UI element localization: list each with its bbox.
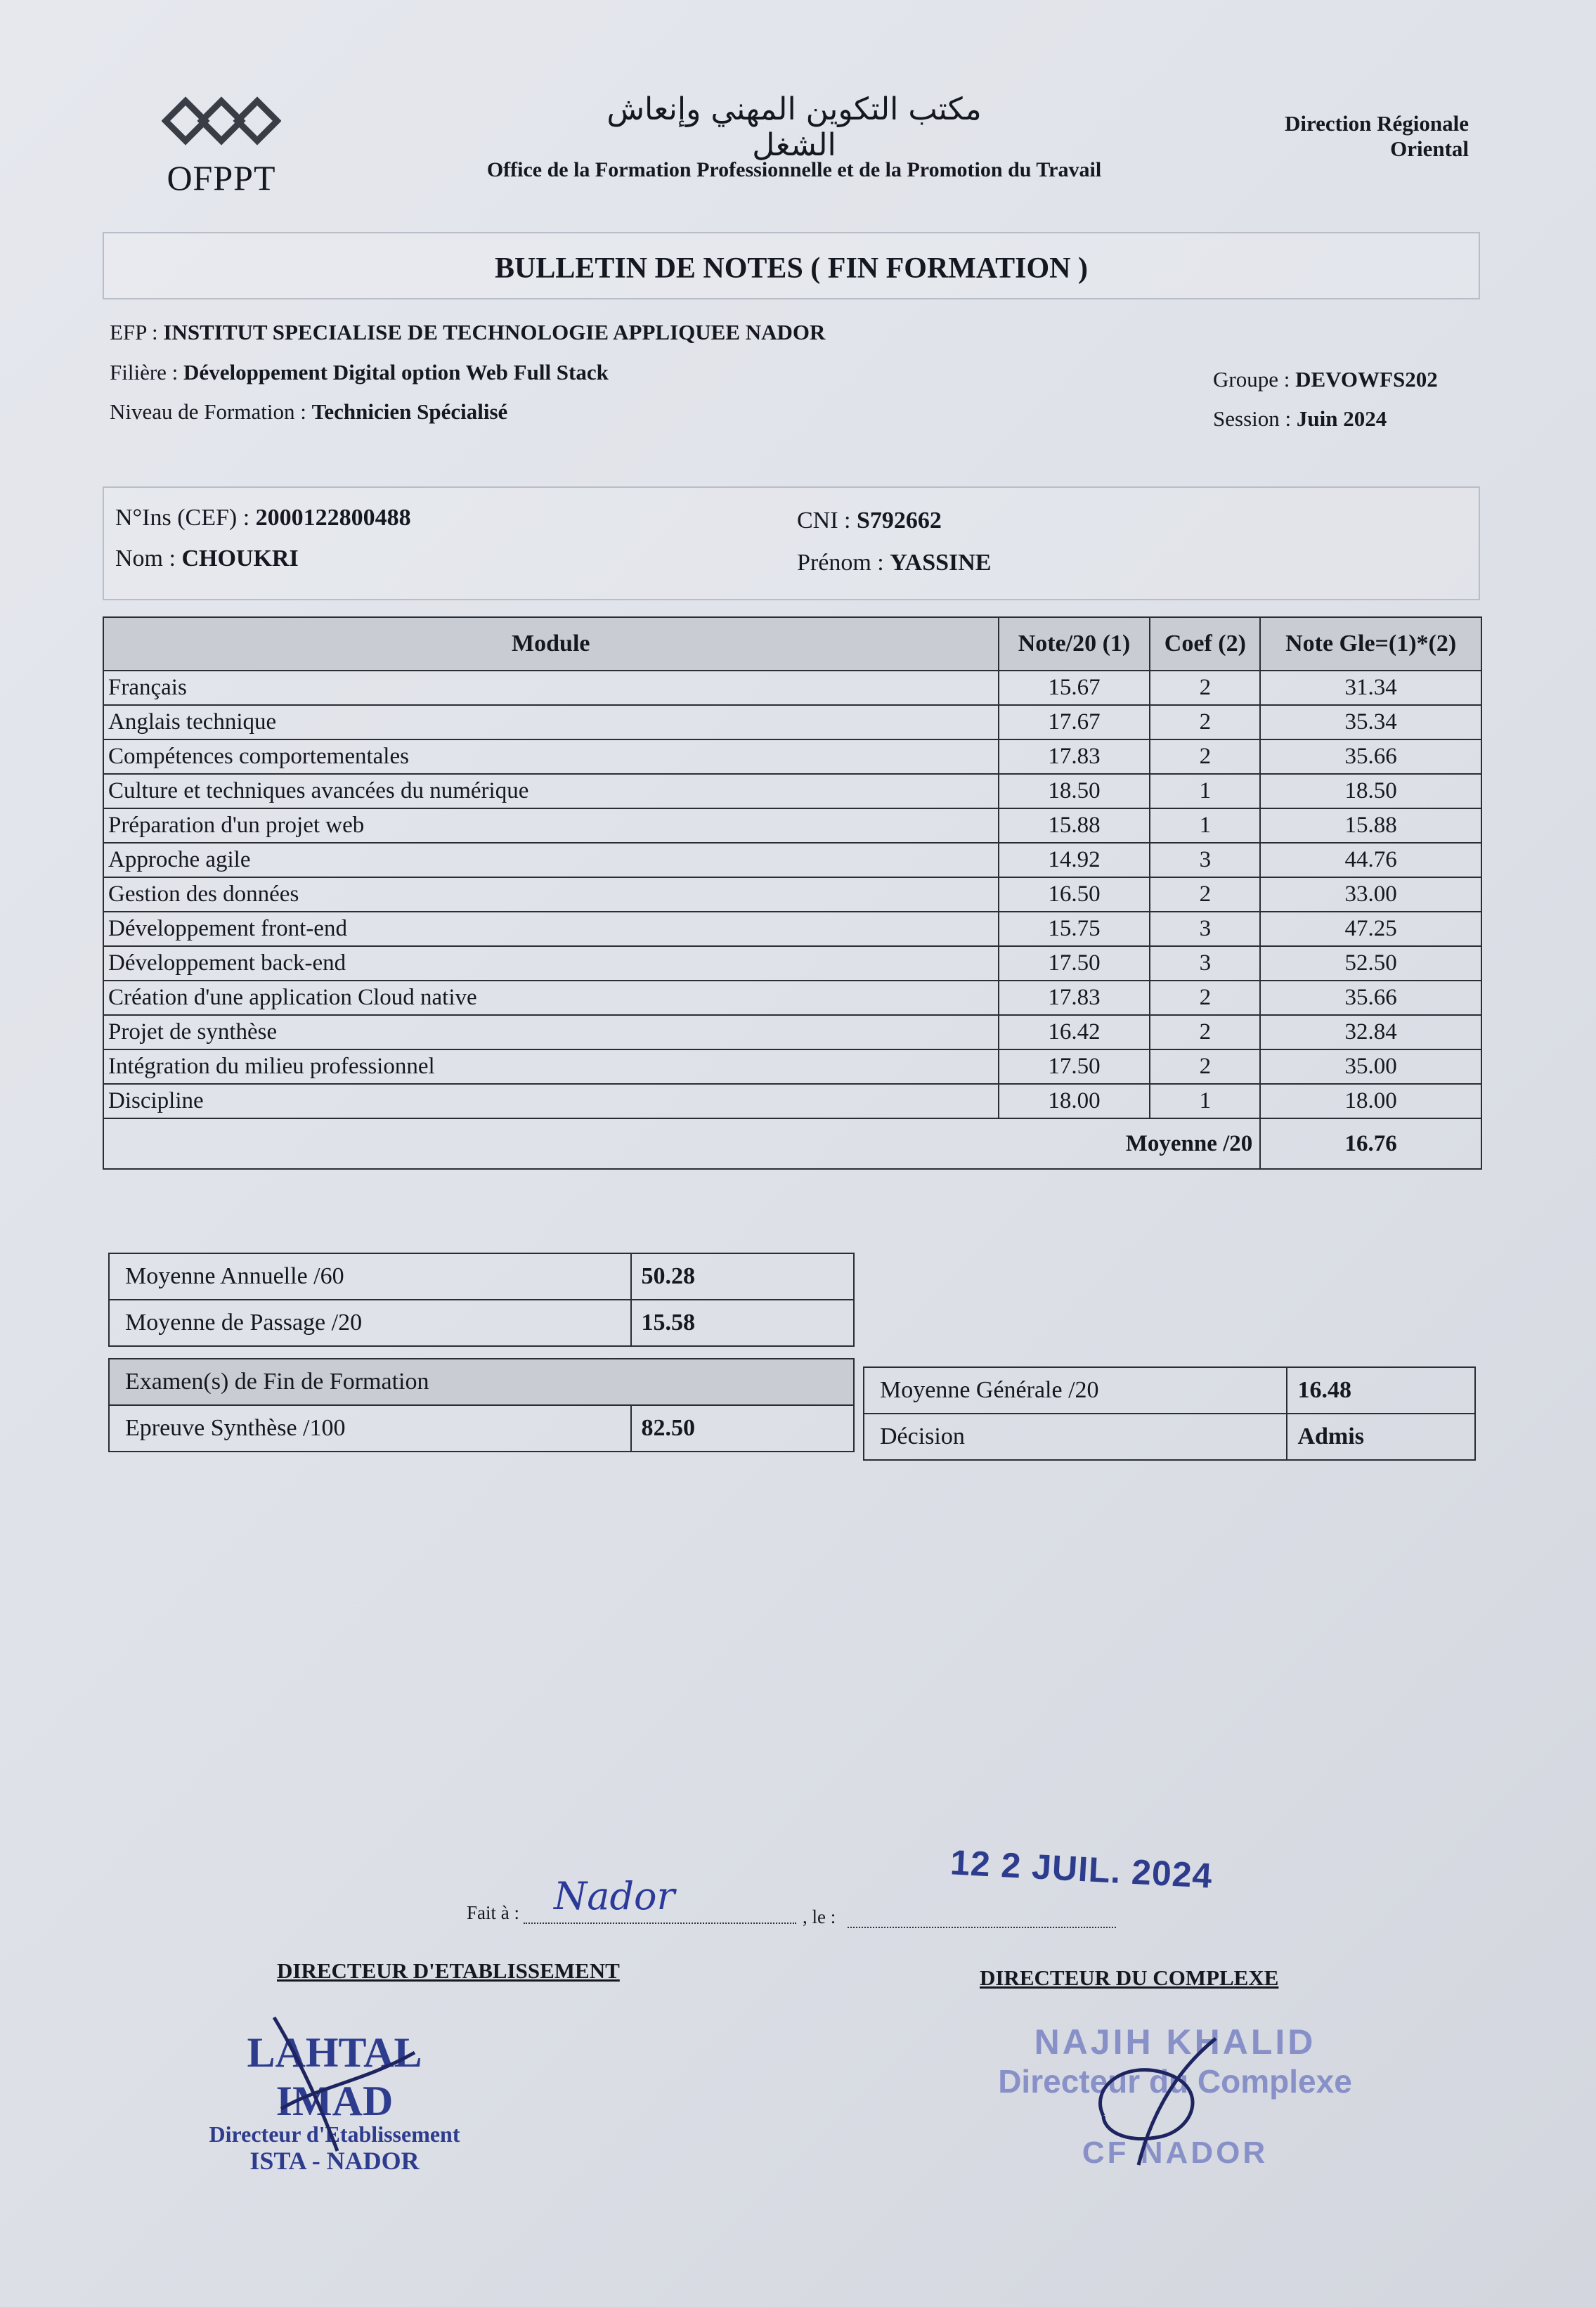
total-cell: 52.50 <box>1260 946 1481 981</box>
niveau-label: Niveau de Formation : <box>110 399 306 424</box>
office-name: Office de la Formation Professionnelle et de la Promotion du Travail <box>486 158 1102 181</box>
table-row <box>103 843 1481 877</box>
bulletin-title: BULLETIN DE NOTES ( FIN FORMATION ) <box>495 252 1088 285</box>
fait-value: Nador <box>554 1874 675 1918</box>
passage-value: 15.58 <box>631 1300 854 1346</box>
note-cell: 17.50 <box>999 1049 1150 1084</box>
niveau-line <box>110 399 507 425</box>
coef-cell: 3 <box>1150 912 1260 946</box>
left-stamp-place: ISTA - NADOR <box>249 2147 420 2175</box>
coef-cell: 2 <box>1150 705 1260 739</box>
date-stamp: 12 2 JUIL. 2024 <box>949 1842 1214 1896</box>
note-cell: 15.88 <box>999 808 1150 843</box>
coef-cell: 3 <box>1150 946 1260 981</box>
table-row <box>103 774 1481 808</box>
module-name: Préparation d'un projet web <box>103 808 999 843</box>
filiere-label: Filière : <box>110 360 179 384</box>
coef-cell: 3 <box>1150 843 1260 877</box>
nom-value: CHOUKRI <box>181 545 299 571</box>
nom-line <box>115 545 299 572</box>
table-row <box>103 705 1481 739</box>
niveau-value: Technicien Spécialisé <box>311 399 508 424</box>
cni-value: S792662 <box>857 508 942 534</box>
module-name: Création d'une application Cloud native <box>103 981 999 1015</box>
groupe-line <box>1213 367 1438 392</box>
exam-table <box>108 1358 855 1452</box>
module-name: Développement front-end <box>103 912 999 946</box>
right-stamp-role: Directeur du Complexe <box>998 2063 1352 2100</box>
decision-value: Admis <box>1287 1414 1475 1460</box>
nom-label: Nom : <box>115 545 176 571</box>
table-row <box>103 981 1481 1015</box>
ofppt-logo <box>162 91 281 198</box>
coef-cell: 1 <box>1150 808 1260 843</box>
student-box <box>103 486 1480 600</box>
average-value: 16.76 <box>1260 1118 1481 1169</box>
decision-label: Décision <box>864 1414 1287 1460</box>
direction-line1: Direction Régionale <box>1284 111 1469 136</box>
left-signature-title: DIRECTEUR D'ETABLISSEMENT <box>277 1958 620 1983</box>
table-row <box>103 808 1481 843</box>
module-name: Développement back-end <box>103 946 999 981</box>
logo-text: OFPPT <box>167 158 276 198</box>
session-line <box>1213 406 1387 432</box>
table-row <box>103 1084 1481 1118</box>
module-name: Culture et techniques avancées du numérique <box>103 774 999 808</box>
header-coef: Coef (2) <box>1150 617 1260 671</box>
cni-line <box>797 508 942 534</box>
ofppt-logo-icon <box>162 91 281 155</box>
average-label: Moyenne /20 <box>103 1118 1260 1169</box>
total-cell: 18.50 <box>1260 774 1481 808</box>
note-cell: 16.42 <box>999 1015 1150 1049</box>
module-name: Anglais technique <box>103 705 999 739</box>
note-cell: 17.67 <box>999 705 1150 739</box>
table-row <box>103 671 1481 705</box>
total-cell: 18.00 <box>1260 1084 1481 1118</box>
passage-label: Moyenne de Passage /20 <box>109 1300 631 1346</box>
final-result-table <box>863 1366 1476 1461</box>
total-cell: 31.34 <box>1260 671 1481 705</box>
module-name: Approche agile <box>103 843 999 877</box>
note-cell: 15.67 <box>999 671 1150 705</box>
module-name: Français <box>103 671 999 705</box>
header-total: Note Gle=(1)*(2) <box>1260 617 1481 671</box>
groupe-label: Groupe : <box>1213 367 1290 392</box>
session-value: Juin 2024 <box>1296 406 1387 431</box>
left-stamp-role: Directeur d'Etablissement <box>209 2121 460 2147</box>
efp-value: INSTITUT SPECIALISE DE TECHNOLOGIE APPLIQUEE NADOR <box>163 320 826 344</box>
annuelle-value: 50.28 <box>631 1253 854 1300</box>
efp-line <box>110 320 825 345</box>
nins-value: 2000122800488 <box>255 505 411 531</box>
filiere-line <box>110 360 609 385</box>
synthese-label: Epreuve Synthèse /100 <box>109 1405 631 1452</box>
table-row <box>103 1015 1481 1049</box>
filiere-value: Développement Digital option Web Full Stack <box>183 360 609 384</box>
total-cell: 15.88 <box>1260 808 1481 843</box>
module-name: Compétences comportementales <box>103 739 999 774</box>
header-note: Note/20 (1) <box>999 617 1150 671</box>
decision-row <box>864 1414 1475 1460</box>
coef-cell: 1 <box>1150 1084 1260 1118</box>
annuelle-label: Moyenne Annuelle /60 <box>109 1253 631 1300</box>
left-stamp-name: LAHTAL IMAD <box>247 2029 422 2124</box>
table-row <box>103 912 1481 946</box>
coef-cell: 2 <box>1150 877 1260 912</box>
total-cell: 32.84 <box>1260 1015 1481 1049</box>
passage-row <box>109 1300 854 1346</box>
coef-cell: 2 <box>1150 1015 1260 1049</box>
fait-dotted-line <box>524 1922 796 1924</box>
note-cell: 17.50 <box>999 946 1150 981</box>
coef-cell: 1 <box>1150 774 1260 808</box>
note-cell: 17.83 <box>999 981 1150 1015</box>
note-cell: 16.50 <box>999 877 1150 912</box>
nins-label: N°Ins (CEF) : <box>115 505 250 531</box>
direction-regionale <box>1195 111 1469 162</box>
table-row <box>103 877 1481 912</box>
average-row <box>103 1118 1481 1169</box>
direction-line2: Oriental <box>1390 136 1469 161</box>
total-cell: 35.34 <box>1260 705 1481 739</box>
coef-cell: 2 <box>1150 671 1260 705</box>
generale-row <box>864 1367 1475 1414</box>
date-dotted-line <box>848 1927 1116 1928</box>
total-cell: 44.76 <box>1260 843 1481 877</box>
note-cell: 14.92 <box>999 843 1150 877</box>
prenom-line <box>797 550 992 576</box>
prenom-value: YASSINE <box>890 550 992 576</box>
nins-line <box>115 505 411 531</box>
annuelle-row <box>109 1253 854 1300</box>
module-name: Gestion des données <box>103 877 999 912</box>
arabic-title: مكتب التكوين المهني وإنعاش الشغل <box>606 91 982 163</box>
module-name: Discipline <box>103 1084 999 1118</box>
note-cell: 18.00 <box>999 1084 1150 1118</box>
grades-table <box>103 616 1482 1170</box>
table-row <box>103 1049 1481 1084</box>
exam-header-row <box>109 1359 854 1405</box>
header-module: Module <box>103 617 999 671</box>
le-label: , le : <box>803 1906 836 1927</box>
table-row <box>103 739 1481 774</box>
module-name: Intégration du milieu professionnel <box>103 1049 999 1084</box>
session-label: Session : <box>1213 406 1292 431</box>
generale-label: Moyenne Générale /20 <box>864 1367 1287 1414</box>
right-stamp-place: CF NADOR <box>1082 2135 1269 2170</box>
total-cell: 47.25 <box>1260 912 1481 946</box>
coef-cell: 2 <box>1150 981 1260 1015</box>
right-stamp-name: NAJIH KHALID <box>1034 2022 1316 2062</box>
left-signature-icon <box>253 2010 436 2158</box>
fait-label: Fait à : <box>467 1902 519 1923</box>
prenom-label: Prénom : <box>797 550 884 576</box>
coef-cell: 2 <box>1150 1049 1260 1084</box>
cni-label: CNI : <box>797 508 851 534</box>
groupe-value: DEVOWFS202 <box>1295 367 1438 392</box>
synthese-row <box>109 1405 854 1452</box>
generale-value: 16.48 <box>1287 1367 1475 1414</box>
exam-header: Examen(s) de Fin de Formation <box>109 1359 854 1405</box>
coef-cell: 2 <box>1150 739 1260 774</box>
title-box <box>103 232 1480 299</box>
total-cell: 33.00 <box>1260 877 1481 912</box>
module-name: Projet de synthèse <box>103 1015 999 1049</box>
right-signature-title: DIRECTEUR DU COMPLEXE <box>980 1965 1279 1990</box>
table-row <box>103 946 1481 981</box>
efp-label: EFP : <box>110 320 158 344</box>
synthese-value: 82.50 <box>631 1405 854 1452</box>
note-cell: 17.83 <box>999 739 1150 774</box>
right-signature-icon <box>1075 2024 1258 2172</box>
total-cell: 35.66 <box>1260 739 1481 774</box>
annual-summary-table <box>108 1253 855 1347</box>
total-cell: 35.00 <box>1260 1049 1481 1084</box>
total-cell: 35.66 <box>1260 981 1481 1015</box>
note-cell: 15.75 <box>999 912 1150 946</box>
grades-header-row <box>103 617 1481 671</box>
note-cell: 18.50 <box>999 774 1150 808</box>
